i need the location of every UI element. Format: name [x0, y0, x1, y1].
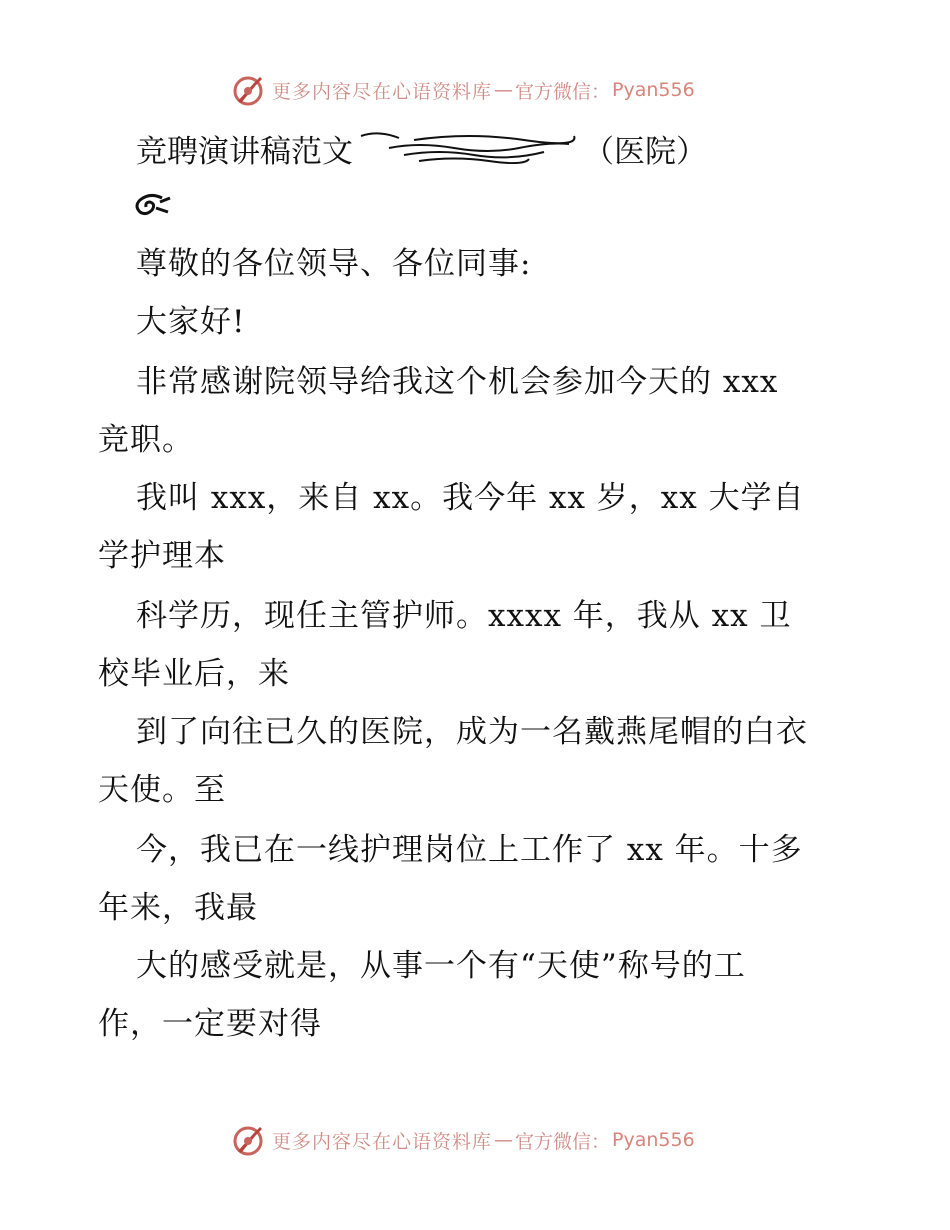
watermark-wechat-label: 官方微信： — [515, 80, 611, 103]
body-line: 大家好! — [136, 304, 246, 340]
body-line: 天使。至 — [98, 772, 226, 808]
body-line: 年来，我最 — [98, 890, 258, 926]
body-line: 我叫 xxx，来自 xx。我今年 xx 岁，xx 大学自 — [136, 480, 805, 516]
watermark-wechat-id: Pyan556 — [612, 1129, 695, 1151]
body-line: 竞职。 — [98, 422, 194, 458]
body-line: 作，一定要对得 — [98, 1006, 322, 1042]
watermark-wechat-id: Pyan556 — [612, 79, 695, 101]
title-left-text: 竞聘演讲稿范文 — [136, 133, 353, 170]
body-line: 校毕业后，来 — [98, 656, 290, 692]
watermark-dash: — — [494, 79, 514, 101]
document-title — [136, 126, 707, 170]
scroll-ornament-icon — [132, 190, 172, 220]
watermark-site-text: 更多内容尽在心语资料库 — [272, 1130, 493, 1153]
wave-ornament-icon — [359, 128, 577, 168]
body-line: 大的感受就是，从事一个有“天使”称号的工 — [136, 948, 746, 984]
watermark-dash: — — [494, 1129, 514, 1151]
body-line: 今，我已在一线护理岗位上工作了 xx 年。十多 — [136, 832, 803, 868]
pen-logo-icon — [232, 1123, 266, 1157]
watermark-site-text: 更多内容尽在心语资料库 — [272, 80, 493, 103]
watermark-banner-bottom — [232, 1122, 695, 1158]
watermark-wechat-label: 官方微信： — [515, 1130, 611, 1153]
watermark-banner-top — [232, 72, 695, 108]
body-line: 非常感谢院领导给我这个机会参加今天的 xxx — [136, 364, 779, 400]
title-right-text: （医院） — [583, 133, 707, 170]
pen-logo-icon — [232, 73, 266, 107]
body-line: 到了向往已久的医院，成为一名戴燕尾帽的白衣 — [136, 714, 808, 750]
body-line: 学护理本 — [98, 538, 226, 574]
body-line: 尊敬的各位领导、各位同事: — [136, 246, 532, 282]
body-line: 科学历，现任主管护师。xxxx 年，我从 xx 卫 — [136, 598, 792, 634]
